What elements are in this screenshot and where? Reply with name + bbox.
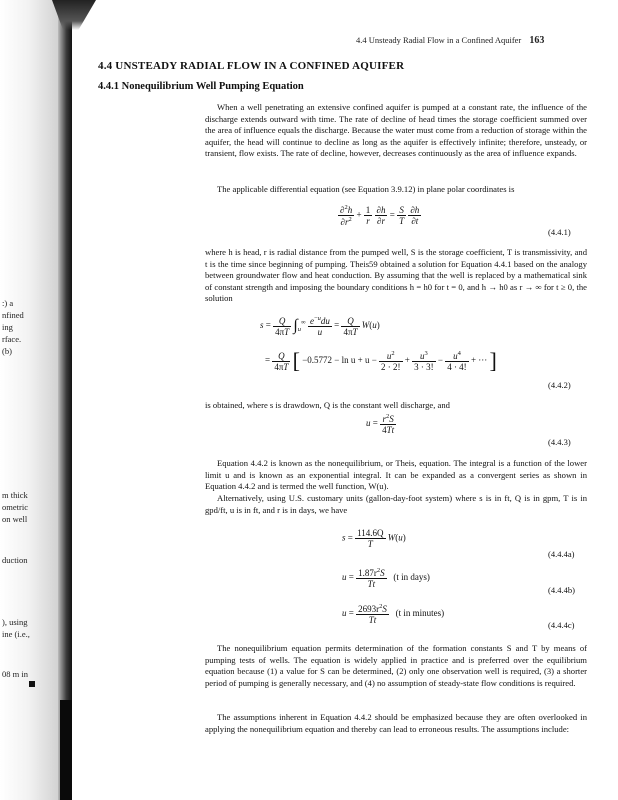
coef-b: 1.87r <box>358 568 377 578</box>
book-binding-shadow <box>58 0 72 800</box>
page-number: 163 <box>529 35 545 46</box>
equation-label: (4.4.4c) <box>548 620 575 630</box>
paragraph-diff-eq-intro: The applicable differential equation (see Equation 3.9.12) in plane polar coordinates is <box>217 184 515 194</box>
equation-label: (4.4.1) <box>548 227 571 237</box>
unit-note: (t in days) <box>393 572 430 583</box>
coef-c: 2693r <box>358 604 380 614</box>
coef-a: 114.6Q <box>357 528 384 538</box>
equation-4-4-2-series: = $\frac{Q}{4\pi T}$ [ −0.5772 − ln u + u − $\frac{u^2}{2 \cdot 2!}$ + $\frac{u^3}{3 \cdot 3!}$ − $\frac{u^4}{4 \cdot 4!}$ + ··· ] <box>265 348 497 373</box>
paragraph-intro: When a well penetrating an extensive confined aquifer is pumped at a constant rate, the influence of the discharge extends outward with time. The rate of decline of head times the storage coefficient summed over the area of influence equals the discharge. Because the water must come from a reduction of storage within the aquifer, the head will continue to decline as long as the aquifer is effectively infinite; therefore, unsteady, or transient, flow exists. The rate of decline, however, decreases continuously as the area of influence expands. <box>205 102 587 159</box>
binding-bottom-shadow <box>60 700 72 800</box>
equation-label: (4.4.3) <box>548 437 571 447</box>
series-constant: −0.5772 − ln u + u − <box>302 355 377 366</box>
margin-note: m thick <box>2 490 28 500</box>
margin-note: :) a <box>2 298 14 308</box>
margin-note: ), using <box>2 617 28 627</box>
section-heading: 4.4 UNSTEADY RADIAL FLOW IN A CONFINED AQUIFER <box>98 60 405 72</box>
margin-note: duction <box>2 555 28 565</box>
paragraph-theis-equation: Equation 4.4.2 is known as the nonequilibrium, or Theis, equation. The integral is a function of the lower limit u and is known as an exponential integral. It can be expanded as a convergent series as shown in Equation 4.4.2 and is termed the well function, W(u). <box>205 458 587 492</box>
paragraph-theis: where h is head, r is radial distance from the pumped well, S is the storage coefficient, T is transmissivity, and t is the time since beginning of pumping. Theis59 obtained a solution for Equation 4.4.1 based on the analogy between groundwater flow and heat conduction. By assuming that the well is replaced by a mathematical sink of constant strength and imposing the boundary conditions h = h0 for t = 0, and h → h0 as r → ∞ for t ≥ 0, the solution <box>205 247 587 304</box>
equation-4-4-4a: s = $\frac{114.6Q}{T}$ W(u) <box>342 528 406 549</box>
equation-4-4-1: $\frac{\partial^2h}{\partial r^2}$ + $\frac{1}{r}$ $\frac{\partial h}{\partial r}$ = $\frac{S}{T}$ $\frac{\partial h}{\partial t}$ <box>340 204 420 227</box>
paragraph-drawdown: is obtained, where s is drawdown, Q is the constant well discharge, and <box>205 400 450 410</box>
margin-note: (b) <box>2 346 12 356</box>
equation-4-4-2-integral: s = $\frac{Q}{4\pi T}$ $\int_u^\infty$ $\frac{e^{-u}du}{u}$ = $\frac{Q}{4\pi T}$ W(u) <box>260 315 380 337</box>
series-tail: + ··· <box>470 355 488 366</box>
equation-label: (4.4.4a) <box>548 549 575 559</box>
margin-note: ine (i.e., <box>2 629 30 639</box>
margin-note: 08 m in <box>2 669 28 679</box>
running-header <box>356 35 544 46</box>
margin-note: rface. <box>2 334 22 344</box>
equation-4-4-4b: u = $\frac{1.87r^2S}{Tt}$ (t in days) <box>342 567 430 589</box>
paragraph-assumptions: The assumptions inherent in Equation 4.4.2 should be emphasized because they are often overlooked in applying the nonequilibrium equation and thereby can lead to erroneous results. The assumptions include: <box>205 712 587 734</box>
margin-note: on well <box>2 514 28 524</box>
unit-note: (t in minutes) <box>395 608 445 619</box>
margin-bullet <box>29 681 35 687</box>
paragraph-us-units: Alternatively, using U.S. customary units (gallon-day-foot system) where s is in ft, Q is in gpm, T is in gpd/ft, u is in ft, and r is in days, we have <box>205 493 587 515</box>
equation-4-4-4c: u = $\frac{2693r^2S}{Tt}$ (t in minutes) <box>342 603 445 625</box>
paragraph-nonequilibrium: The nonequilibrium equation permits determination of the formation constants S and T by means of pumping tests of wells. The equation is widely applied in practice and is preferred over the equilibrium equation because (1) a value for S can be determined, (2) only one observation well is required, (3) a shorter period of pumping is generally necessary, and (4) no assumption of steady-state flow conditions is required. <box>205 643 587 688</box>
margin-note: nfined <box>2 310 24 320</box>
margin-note: ing <box>2 322 13 332</box>
equation-label: (4.4.2) <box>548 380 571 390</box>
subsection-heading: 4.4.1 Nonequilibrium Well Pumping Equation <box>98 81 304 92</box>
equation-4-4-3: u = $\frac{r^2S}{4Tt}$ <box>366 413 395 435</box>
margin-note: ometric <box>2 502 28 512</box>
running-title: 4.4 Unsteady Radial Flow in a Confined Aquifer <box>356 35 522 45</box>
equation-label: (4.4.4b) <box>548 585 575 595</box>
